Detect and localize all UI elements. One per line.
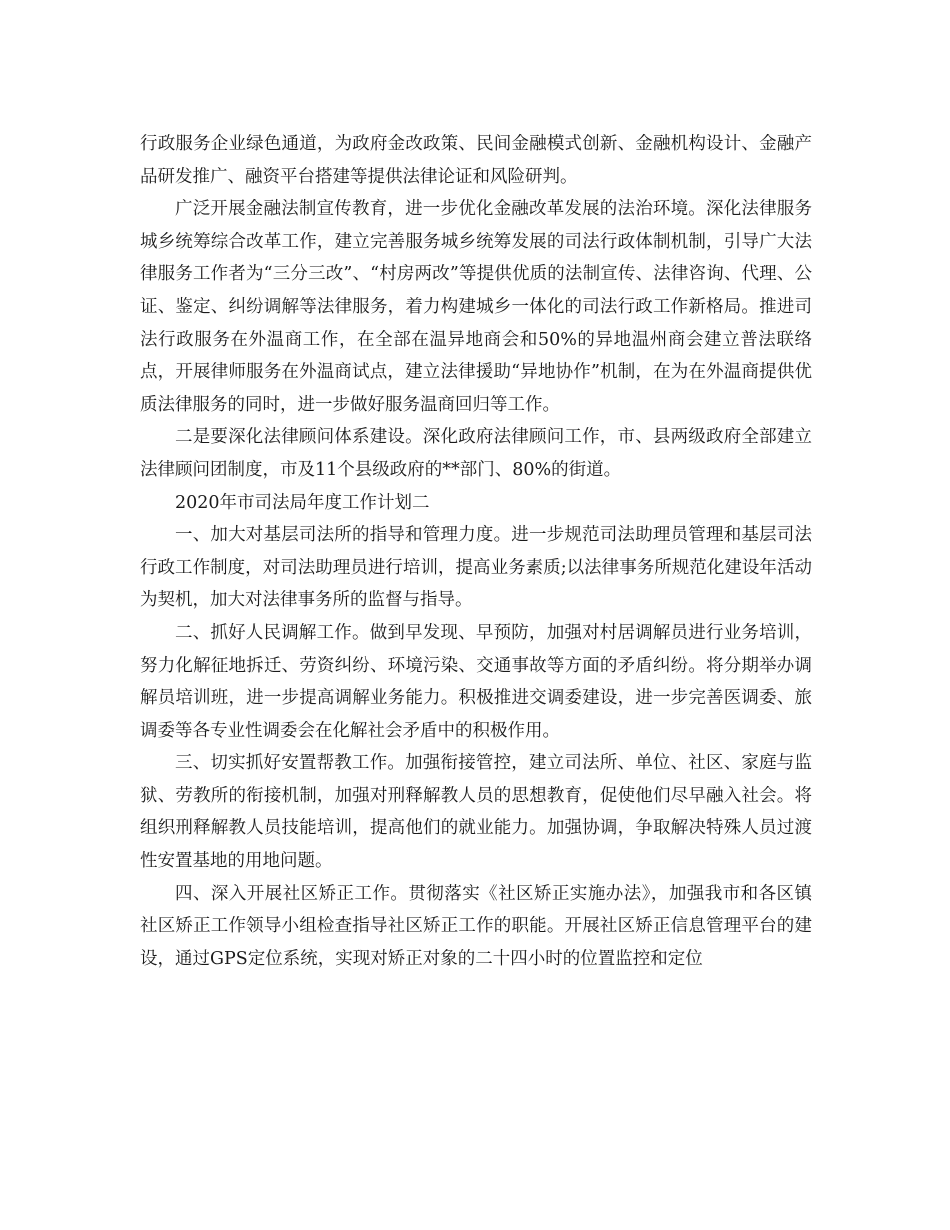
section-heading: 2020年市司法局年度工作计划二: [175, 492, 430, 513]
paragraph-legal-advisor-system: 二是要深化法律顾问体系建设。深化政府法律顾问工作，市、县两级政府全部建立法律顾问团制度，市及11个县级政府的**部门、80%的街道。: [140, 427, 812, 480]
paragraph-continuation: 行政服务企业绿色通道，为政府金改政策、民间金融模式创新、金融机构设计、金融产品研发推广、融资平台搭建等提供法律论证和风险研判。: [140, 134, 812, 187]
paragraph-item-4: 四、深入开展社区矫正工作。贯彻落实《社区矫正实施办法》，加强我市和各区镇社区矫正工作领导小组检查指导社区矫正工作的职能。开展社区矫正信息管理平台的建设，通过GPS定位系统，实现对矫正对象的二十四小时的位置监控和定位: [140, 883, 812, 969]
paragraph-item-1: 一、加大对基层司法所的指导和管理力度。进一步规范司法助理员管理和基层司法行政工作制度，对司法助理员进行培训，提高业务素质;以法律事务所规范化建设年活动为契机，加大对法律事务所的监督与指导。: [140, 525, 812, 611]
paragraph-financial-legal-education: 广泛开展金融法制宣传教育，进一步优化金融改革发展的法治环境。深化法律服务城乡统筹综合改革工作，建立完善服务城乡统筹发展的司法行政体制机制，引导广大法律服务工作者为“三分三改”、“村房两改”等提供优质的法制宣传、法律咨询、代理、公证、鉴定、纠纷调解等法律服务，着力构建城乡一体化的司法行政工作新格局。推进司法行政服务在外温商工作，在全部在温异地商会和50%的异地温州商会建立普法联络点，开展律师服务在外温商试点，建立法律援助“异地协作”机制，在为在外温商提供优质法律服务的同时，进一步做好服务温商回归等工作。: [140, 199, 812, 415]
paragraph-item-3: 三、切实抓好安置帮教工作。加强衔接管控，建立司法所、单位、社区、家庭与监狱、劳教所的衔接机制，加强对刑释解教人员的思想教育，促使他们尽早融入社会。将组织刑释解教人员技能培训，提高他们的就业能力。加强协调，争取解决特殊人员过渡性安置基地的用地问题。: [140, 753, 812, 872]
document-body: [140, 128, 812, 975]
paragraph-item-2: 二、抓好人民调解工作。做到早发现、早预防，加强对村居调解员进行业务培训，努力化解征地拆迁、劳资纠纷、环境污染、交通事故等方面的矛盾纠纷。将分期举办调解员培训班，进一步提高调解业务能力。积极推进交调委建设，进一步完善医调委、旅调委等各专业性调委会在化解社会矛盾中的积极作用。: [140, 622, 812, 741]
